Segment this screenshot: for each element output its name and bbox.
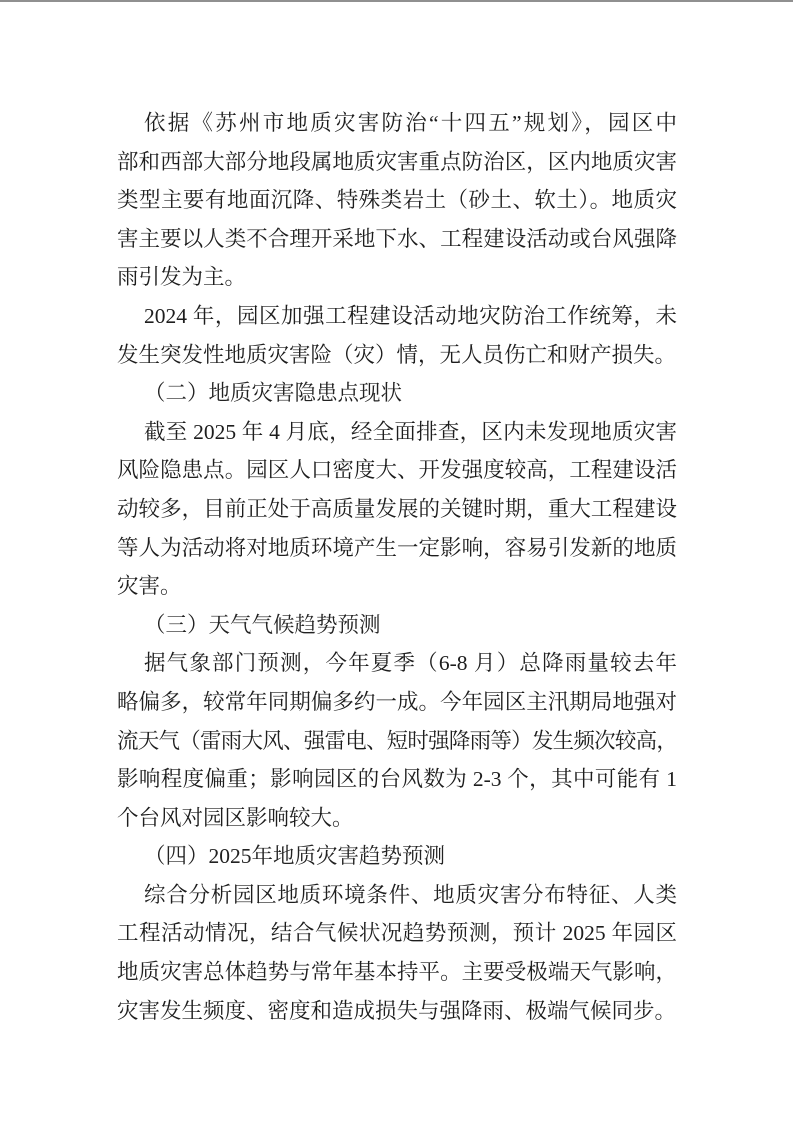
text-line: 雨引发为主。 [117,265,247,290]
text-line: 部和西部大部分地段属地质灾害重点防治区，区内地质灾害 [117,149,677,174]
text-line: 动较多，目前正处于高质量发展的关键时期，重大工程建设 [117,496,677,521]
text-line: 综合分析园区地质环境条件、地质灾害分布特征、人类 [144,882,677,907]
text-line: 等人为活动将对地质环境产生一定影响，容易引发新的地质 [117,535,677,560]
text-line: 影响程度偏重；影响园区的台风数为 2-3 个，其中可能有 1 [117,767,677,792]
section-heading: （二）地质灾害隐患点现状 [144,381,403,406]
section-heading: （四）2025年地质灾害趋势预测 [144,844,446,869]
text-line: 类型主要有地面沉降、特殊类岩土（砂土、软土）。地质灾 [117,188,677,213]
text-line: 据气象部门预测，今年夏季（6-8 月）总降雨量较去年 [144,651,677,676]
text-line: 风险隐患点。园区人口密度大、开发强度较高，工程建设活 [117,458,677,483]
section-heading: （三）天气气候趋势预测 [144,612,381,637]
scan-edge-artifact [0,0,793,2]
text-line: 灾害。 [117,574,182,599]
text-line: 略偏多，较常年同期偏多约一成。今年园区主汛期局地强对 [117,689,677,714]
document-page [117,104,677,1030]
text-line: 灾害发生频度、密度和造成损失与强降雨、极端气候同步。 [117,998,677,1023]
text-line: 个台风对园区影响较大。 [117,805,354,830]
text-line: 害主要以人类不合理开采地下水、工程建设活动或台风强降 [117,226,677,251]
text-line: 地质灾害总体趋势与常年基本持平。主要受极端天气影响， [117,960,677,985]
text-line: 2024 年，园区加强工程建设活动地灾防治工作统筹，未 [144,303,677,328]
text-line: 发生突发性地质灾害险（灾）情，无人员伤亡和财产损失。 [117,342,677,367]
text-line: 工程活动情况，结合气候状况趋势预测，预计 2025 年园区 [117,921,677,946]
text-line: 截至 2025 年 4 月底，经全面排查，区内未发现地质灾害 [144,419,677,444]
text-line: 流天气（雷雨大风、强雷电、短时强降雨等）发生频次较高， [117,728,677,753]
text-line: 依据《苏州市地质灾害防治“十四五”规划》，园区中 [144,111,677,135]
